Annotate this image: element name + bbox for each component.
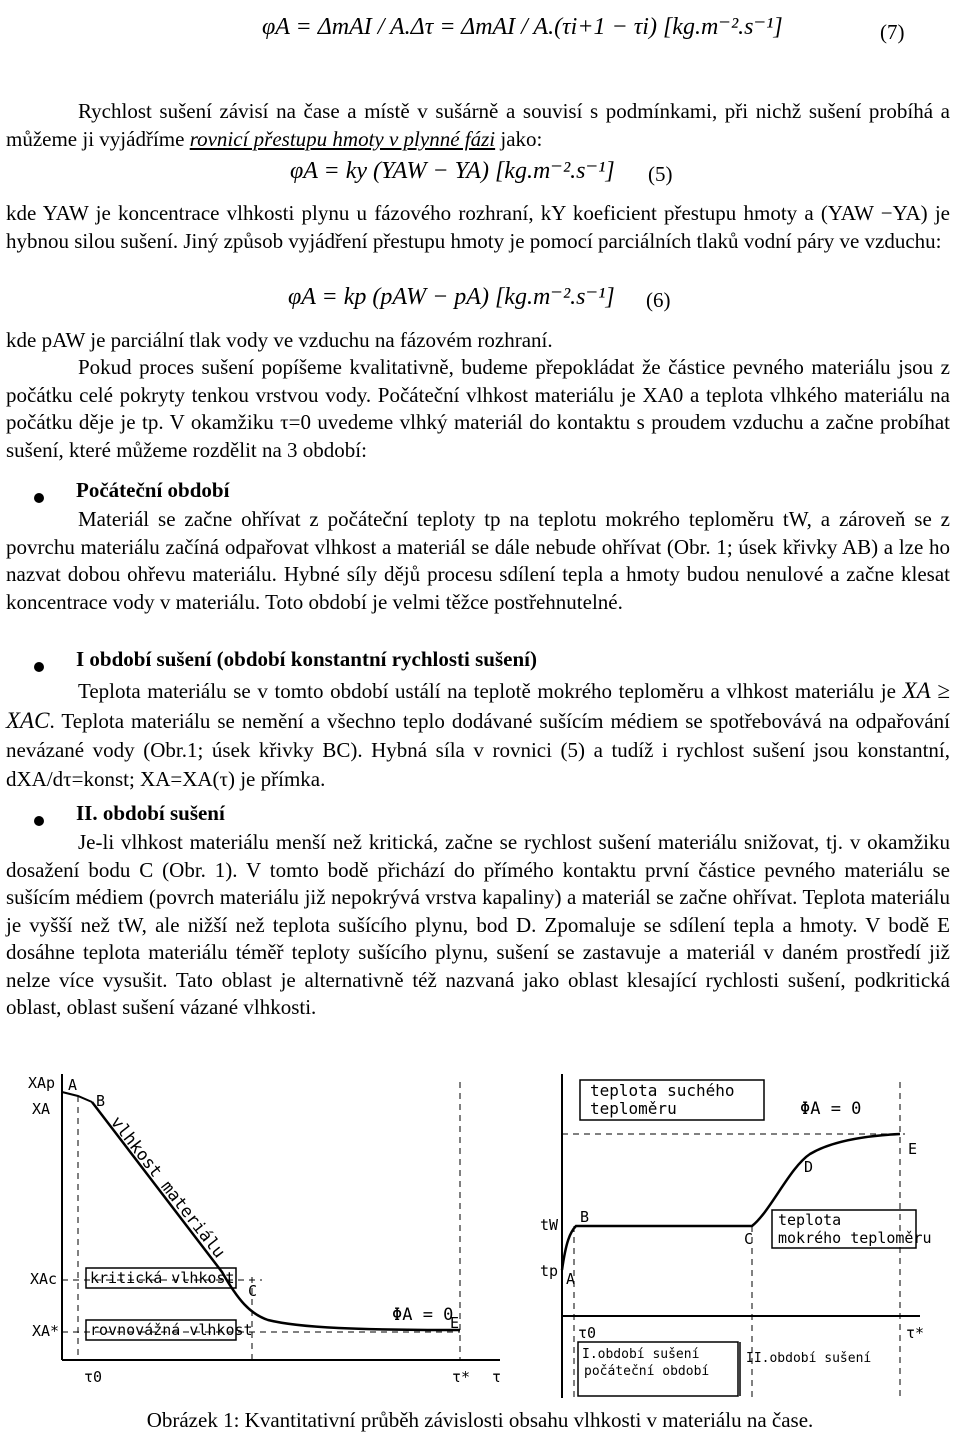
right-y-label: tp xyxy=(540,1262,559,1280)
mass-transfer-link[interactable]: rovnicí přestupu hmoty v plynné fázi xyxy=(189,126,496,151)
point-label: B xyxy=(580,1208,590,1226)
bullet-icon xyxy=(34,662,44,672)
moisture-curve xyxy=(92,1102,460,1330)
equation-6: φA = kp (pAW − pA) [kg.m⁻².s⁻¹] xyxy=(288,284,615,310)
paragraph-drying-rate: Rychlost sušení závisí na čase a místě v sušárně a souvisí s podmínkami, při nichž sušení probíhá a můžeme ji vyjádříme rovnicí přestupu hmoty v plynné fázi jako: xyxy=(6,99,950,151)
temperature-curve xyxy=(562,1134,900,1270)
inequality-xa-xac: XA ≥ XAC xyxy=(6,678,950,733)
section-text-initial: Materiál se začne ohřívat z počáteční teploty tp na teplotu mokrého teploměru tW, a zároveň se z povrchu materiálu začíná odpařovat vlhkost a materiál se dále nebude ohřívat (Obr. 1; úsek křivky AB) a lze ho nazvat dobou ohřevu materiálu. Hybné síly dějů procesu sdílení tepla a hmoty budou nenulové a začne klesat koncentrace vody v materiálu. Toto období je velmi těžce postřehnutelné. xyxy=(6,507,950,614)
section-text-period-2: Je-li vlhkost materiálu menší než kritická, začne se rychlost sušení materiálu snižovat, tj. v okamžiku dosažení bodu C (Obr. 1). V tomto bodě přichází do přímého kontaktu první částice pevného materiálu se sušícím médiem (povrch materiálu již nepokrývá vrstva kapaliny) a materiál se začne ohřívat. Teplota materiálu je vyšší než tW, ale nižší než teplota sušícího plynu, bod D. Zpomaluje se sdílení tepla a hmoty. V bodě E dosáhne teplota materiálu téměř teploty sušícího plynu, sušení se zastavuje a materiál v daném prostředí již nelze více vysušit. Tato oblast je alternativně též nazvaná jako oblast klesající rychlosti sušení, podkritická oblast, oblast sušení vázané vlhkosti. xyxy=(6,830,950,1019)
equation-5-number: (5) xyxy=(648,162,673,186)
bullet-icon xyxy=(34,816,44,826)
left-y-label: XA xyxy=(32,1100,51,1118)
point-label: A xyxy=(68,1076,78,1094)
equilibrium-box-label: rovnovážná vlhkost xyxy=(90,1321,253,1339)
wet-bulb-label: mokrého teploměru xyxy=(778,1229,932,1247)
point-label: E xyxy=(450,1314,460,1332)
period-label: II.období sušení xyxy=(746,1351,872,1366)
right-x-label: τ0 xyxy=(578,1324,597,1342)
left-y-label: XAp xyxy=(28,1074,56,1092)
right-x-label: τ* xyxy=(906,1324,925,1342)
equation-7-number: (7) xyxy=(880,20,905,44)
point-label: B xyxy=(96,1092,106,1110)
bullet-icon xyxy=(34,493,44,503)
point-label: A xyxy=(566,1270,576,1288)
left-graph-labels xyxy=(28,1074,501,1386)
dry-bulb-label: teploměru xyxy=(590,1099,677,1118)
period-label: I.období sušení xyxy=(582,1347,700,1362)
equation-7-text: φA = ΔmAI / A.Δτ = ΔmAI / A.(τi+1 − τi) [kg.m⁻².s⁻¹] xyxy=(262,14,783,40)
left-x-label: τ0 xyxy=(84,1368,103,1386)
paragraph-qualitative: Pokud proces sušení popíšeme kvalitativně, budeme přepokládat že částice pevného materiálu jsou z počátku celé pokryty tenkou vrstvou vody. Počáteční vlhkost materiálu je XA0 a teplota vlhkého materiálu na počátku děje je tp. V okamžiku τ=0 uvedeme vlhký materiál do kontaktu s proudem vzduchu a začne probíhat sušení, které můžeme rozdělit na 3 období: xyxy=(6,355,950,462)
figure-1-svg xyxy=(0,1062,960,1402)
point-label: D xyxy=(804,1158,814,1176)
equation-5: φA = ky (YAW − YA) [kg.m⁻².s⁻¹] xyxy=(290,158,615,184)
wet-bulb-label: teplota xyxy=(778,1211,842,1229)
dry-bulb-label: teplota suchého xyxy=(590,1081,735,1100)
left-y-label: XAc xyxy=(30,1270,58,1288)
moisture-curve-label: vlhkost materiálu xyxy=(106,1112,229,1263)
section-text-period-1: Teplota materiálu se v tomto období ustálí na teplotě mokrého teploměru a vlhkost materiálu je XA ≥ XAC. Teplota materiálu se nemění a všechno teplo dodávané sušícím médiem se spotřebovává na odpařování nevázané vody (Obr.1; úsek křivky BC). Hybná síla v rovnici (5) a tudíž i rychlost sušení jsou konstantní, dXA/dτ=konst; XA=XA(τ) je přímka. xyxy=(6,678,950,791)
critical-box-label: kritická vlhkost xyxy=(90,1269,235,1287)
equation-7 xyxy=(262,12,783,41)
equation-6-number: (6) xyxy=(646,288,671,312)
left-x-label: τ xyxy=(492,1368,502,1386)
left-x-label: τ* xyxy=(452,1368,471,1386)
period-label: počáteční období xyxy=(584,1364,710,1379)
point-label: C xyxy=(248,1282,258,1300)
phi-label: ΦA = 0 xyxy=(800,1099,862,1119)
document-page: φA = ΔmAI / A.Δτ = ΔmAI / A.(τi+1 − τi) [kg.m⁻².s⁻¹] (7) Rychlost sušení závisí na čase a místě v sušárně a souvisí s podmínkami, při nichž sušení probíhá a můžeme ji vyjádříme rovnicí přestupu hmoty v plynné fázi jako: φA = ky (YAW − YA) [kg.m⁻².s⁻¹] (5) kde YAW je koncentrace vlhkosti plynu u fázového rozhraní, kY koeficient přestupu hmoty a (YAW −YA) je hybnou silou sušení. Jiný způsob vyjádření přestupu hmoty je pomocí parciálních tlaků vodní páry ve vzduchu: φA = kp (pAW − pA) [kg.m⁻².s⁻¹] (6) kde pAW je parciální tlak vody ve vzduchu na fázovém rozhraní. Pokud proces sušení popíšeme kvalitativně, budeme přepokládat že částice pevného materiálu jsou z počátku celé pokryty tenkou vrstvou vody. Počáteční vlhkost materiálu je XA0 a teplota vlhkého materiálu na počátku děje je tp. V okamžiku τ=0 uvedeme vlhký materiál do kontaktu s proudem vzduchu a začne probíhat sušení, které můžeme rozdělit na 3 období: Počáteční období Materiál se začne ohřívat z počáteční teploty tp na teplotu mokrého teploměru tW, a zároveň se z povrchu materiálu začíná odpařovat vlhkost a materiál se dále nebude ohřívat (Obr. 1; úsek křivky AB) a lze ho nazvat dobou ohřevu materiálu. Hybné síly dějů procesu sdílení tepla a hmoty budou nenulové a začne klesat koncentrace vody v materiálu. Toto období je velmi těžce postřehnutelné. I období sušení (období konstantní rychlosti sušení) Teplota materiálu se v tomto období ustálí na teplotě mokrého teploměru a vlhkost materiálu je XA ≥ XAC. Teplota materiálu se nemění a všechno teplo dodávané sušícím médiem se spotřebovává na odpařování nevázané vody (Obr.1; úsek křivky BC). Hybná síla v rovnici (5) a tudíž i rychlost sušení jsou konstantní, dXA/dτ=konst; XA=XA(τ) je přímka. II. období sušení Je-li vlhkost materiálu menší než kritická, začne se rychlost sušení materiálu snižovat, tj. v okamžiku dosažení bodu C (Obr. 1). V tomto bodě přichází do přímého kontaktu první částice pevného materiálu se sušícím médiem (povrch materiálu již nepokrývá vrstva kapaliny) a materiál se začne ohřívat. Teplota materiálu je vyšší než tW, ale nižší než teplota sušícího plynu, bod D. Zpomaluje se sdílení tepla a hmoty. V bodě E dosáhne teplota materiálu téměř teploty sušícího plynu, sušení se zastavuje a materiál v daném prostředí již nelze více vysušit. Tato oblast je alternativně též nazvaná jako oblast klesající rychlosti sušení, podkritická oblast, oblast sušení vázané vlhkosti. XAp XA XAc XA* τ τ0 τ* A B C E vlhkost materiálu kritická vlhkost rovnovážná vlhkost ΦA = 0 tW tp τ0 τ* A B C D E teplota suchého teploměru ΦA = 0 teplota mokrého teploměru I.období sušení počáteční období II.období sušení Obrázek 1: Kvantitativní průběh závislosti obsahu vlhkosti v materiálu na čase. xyxy=(0,0,960,1436)
paragraph-driving-force: kde YAW je koncentrace vlhkosti plynu u fázového rozhraní, kY koeficient přestupu hmoty a (YAW −YA) je hybnou silou sušení. Jiný způsob vyjádření přestupu hmoty je pomocí parciálních tlaků vodní páry ve vzduchu: xyxy=(6,201,950,253)
phi-label: ΦA = 0 xyxy=(392,1305,454,1325)
right-graph-labels xyxy=(540,1081,932,1379)
right-y-label: tW xyxy=(540,1216,559,1234)
point-label: E xyxy=(908,1140,918,1158)
figure-caption: Obrázek 1: Kvantitativní průběh závislosti obsahu vlhkosti v materiálu na čase. xyxy=(146,1408,814,1432)
paragraph-partial-pressure: kde pAW je parciální tlak vody ve vzduchu na fázovém rozhraní. xyxy=(6,328,553,352)
point-label: C xyxy=(744,1230,754,1248)
figure-1 xyxy=(0,1062,960,1402)
left-y-label: XA* xyxy=(32,1322,60,1340)
